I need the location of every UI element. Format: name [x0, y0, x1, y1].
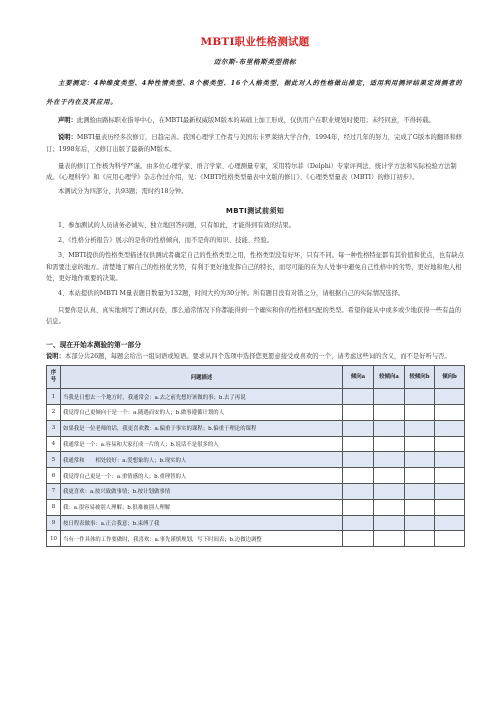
answer-slight-a-cell[interactable] — [374, 483, 405, 499]
answer-lean-b-cell[interactable] — [435, 483, 465, 499]
answer-lean-a-cell[interactable] — [343, 436, 374, 452]
statement-label: 声明： — [58, 117, 77, 124]
table-row — [47, 483, 465, 499]
question-number: 2 — [47, 404, 61, 420]
answer-lean-b-cell[interactable] — [435, 452, 465, 468]
test-length-paragraph: 本测试分为四部分，共93题；需时约18分钟。 — [58, 188, 188, 196]
table-row — [47, 404, 465, 420]
table-row — [47, 389, 465, 405]
part1-description — [46, 351, 464, 362]
answer-lean-a-cell[interactable] — [343, 531, 374, 547]
answer-lean-a-cell[interactable] — [343, 420, 374, 436]
statement-text: 此测验由路标职业指导中心，在MBTI最新权威版M版本的基础上加工形成，仅供用户在职业规划时使用；未经同意，不得转载。 — [76, 117, 435, 124]
answer-lean-b-cell[interactable] — [435, 389, 465, 405]
answer-lean-b-cell[interactable] — [435, 515, 465, 531]
answer-lean-b-cell[interactable] — [435, 404, 465, 420]
answer-slight-a-cell[interactable] — [374, 452, 405, 468]
table-header-row — [47, 366, 465, 389]
closing-paragraph: 只要你是认真、真实地填写了测试问卷，那么通常情况下你都能得到一个确实和你的性格相匹配的类型。希望你能从中或多或少地获得一些有益的信息。 — [46, 306, 461, 325]
notice-title: MBTI测试前须知 — [225, 206, 285, 215]
question-text: 我：a.很容易被别人理解；b.很难被别人理解 — [61, 499, 343, 515]
document-subtitle: 迈尔斯-布里格斯类型指标 — [213, 58, 297, 66]
part1-desc-text: 本部分共26题，每题会给出一组词语或短语。要求从四个选项中选择您更愿意接受或喜欢的一个，请考虑这些词的含义，而不是好听与否。 — [64, 353, 451, 361]
question-text: 我通常和 相处较好：a.爱想象的人；b.现实的人 — [61, 452, 343, 468]
answer-slight-b-cell[interactable] — [405, 420, 435, 436]
table-row — [47, 515, 465, 531]
question-number: 5 — [47, 452, 61, 468]
answer-slight-b-cell[interactable] — [405, 436, 435, 452]
answer-lean-b-cell[interactable] — [435, 468, 465, 484]
answer-lean-a-cell[interactable] — [343, 404, 374, 420]
question-table — [46, 365, 465, 547]
question-text: 我通常是一个：a.容易和大家打成一片的人；b.说话不是很多的人 — [61, 436, 343, 452]
header-num: 序号 — [47, 366, 61, 389]
answer-slight-a-cell[interactable] — [374, 468, 405, 484]
question-text: 当有一件具体的工作要做时，我喜欢：a.事先谨慎规划，写下时间表；b.边做边调整 — [61, 531, 343, 547]
answer-lean-a-cell[interactable] — [343, 389, 374, 405]
table-row — [47, 531, 465, 547]
answer-lean-b-cell[interactable] — [435, 420, 465, 436]
notice-item-2: 2、《性格分析报告》展示的是你的性格倾向，而不是你的知识、技能、经验。 — [58, 237, 273, 245]
question-text: 按日程表做事：a.正合我意；b.束缚了我 — [61, 515, 343, 531]
question-number: 1 — [47, 389, 61, 405]
table-row — [47, 436, 465, 452]
answer-slight-b-cell[interactable] — [405, 468, 435, 484]
question-text: 如果我是一位老师的话，我更喜欢教：a.偏重于事实的课程；b.偏重于理论的课程 — [61, 420, 343, 436]
header-lean-b: 倾向b — [435, 366, 465, 389]
question-text: 当我是日想去一个地方时，我通常会：a.去之前先想好该做的事；b.去了再说 — [61, 389, 343, 405]
document-title: MBTI职业性格测试题 — [200, 36, 310, 48]
answer-slight-a-cell[interactable] — [374, 404, 405, 420]
header-slight-a: 较倾向a — [374, 366, 405, 389]
answer-slight-a-cell[interactable] — [374, 531, 405, 547]
answer-slight-a-cell[interactable] — [374, 420, 405, 436]
question-number: 9 — [47, 515, 61, 531]
part1-desc-label: 说明： — [46, 353, 65, 361]
answer-lean-b-cell[interactable] — [435, 436, 465, 452]
revision-paragraph: 量表的修订工作极为科学严谨。由多位心理学家、语言学家、心理测量专家，采用特尔菲（Delphi）专家评判法、统计学方法和实际检验方法制成。《心理科学》和《应用心理学》杂志作过介绍，见：《MBTI性格类型量表中文版的修订》、《心理类型量表（MBTI）的修订初步》。 — [46, 162, 457, 182]
answer-lean-b-cell[interactable] — [435, 531, 465, 547]
question-number: 6 — [47, 468, 61, 484]
answer-slight-a-cell[interactable] — [374, 389, 405, 405]
table-row — [47, 420, 465, 436]
answer-slight-b-cell[interactable] — [405, 499, 435, 515]
answer-slight-a-cell[interactable] — [374, 515, 405, 531]
question-text: 我更喜欢：a.按兴致做事情；b.按计划做事情 — [61, 483, 343, 499]
statement-paragraph — [46, 115, 464, 126]
answer-lean-b-cell[interactable] — [435, 499, 465, 515]
answer-slight-b-cell[interactable] — [405, 515, 435, 531]
intro-paragraph: 主要测定：4种维度类型、4种性情类型、8个极类型、16个人格类型，据此对人的性格做出推定，适用利用测评结果定岗测者的外在于内在及其应用。 — [46, 79, 463, 106]
question-number: 3 — [47, 420, 61, 436]
explanation-text: MBTI量表历经多次修订，日趋完善。我国心理学工作者与美国东卡罗莱纳大学合作，1994年，经过几年的努力，完成了G版本的翻译和修订；1998年后，又修订出版了最新的M版本。 — [46, 134, 463, 153]
table-row — [47, 452, 465, 468]
part1-title: 一、现在开始本测验的第一部分 — [46, 341, 142, 350]
answer-slight-b-cell[interactable] — [405, 404, 435, 420]
table-row — [47, 468, 465, 484]
answer-slight-b-cell[interactable] — [405, 531, 435, 547]
explanation-label: 说明： — [58, 134, 77, 142]
explanation-paragraph — [46, 132, 464, 155]
question-text: 我觉得自己更是一个：a.重情感的人；b.重理智的人 — [61, 468, 343, 484]
question-text: 我觉得自己更倾向于是一个：a.随遇而安的人；b.做事遵循计划的人 — [61, 404, 343, 420]
question-number: 10 — [47, 531, 61, 547]
answer-slight-b-cell[interactable] — [405, 389, 435, 405]
table-row — [47, 499, 465, 515]
question-number: 8 — [47, 499, 61, 515]
question-number: 7 — [47, 483, 61, 499]
notice-item-3: 3、MBTI提供的性格类型描述仅供测试者确定自己的性格类型之用，性格类型没有好坏，只有不同。每一种性格特征都有其价值和优点，也有缺点和需要注意的地方。清楚地了解自己的性格优劣势，有利于更好地发挥自己的特长，而尽可能的在为人处事中避免自己性格中的劣势，更好地和他人相处，更好地作重要的决策。 — [46, 252, 464, 282]
header-description: 问题描述 — [61, 366, 343, 389]
answer-lean-a-cell[interactable] — [343, 452, 374, 468]
answer-slight-a-cell[interactable] — [374, 436, 405, 452]
answer-lean-a-cell[interactable] — [343, 468, 374, 484]
answer-lean-a-cell[interactable] — [343, 515, 374, 531]
answer-slight-a-cell[interactable] — [374, 499, 405, 515]
notice-item-4: 4、本站提供的MBTI M量表题目数量为132题，时间大约为30分钟。所有题目没有对错之分，请根据自己的实际情况选择。 — [58, 290, 405, 298]
answer-lean-a-cell[interactable] — [343, 483, 374, 499]
header-lean-a: 倾向a — [343, 366, 374, 389]
answer-slight-b-cell[interactable] — [405, 452, 435, 468]
question-number: 4 — [47, 436, 61, 452]
answer-slight-b-cell[interactable] — [405, 483, 435, 499]
notice-item-1: 1、参加测试的人员请务必诚实、独立地回答问题，只有如此，才能得到有效的结果。 — [58, 221, 295, 229]
header-slight-b: 较倾向b — [405, 366, 435, 389]
answer-lean-a-cell[interactable] — [343, 499, 374, 515]
